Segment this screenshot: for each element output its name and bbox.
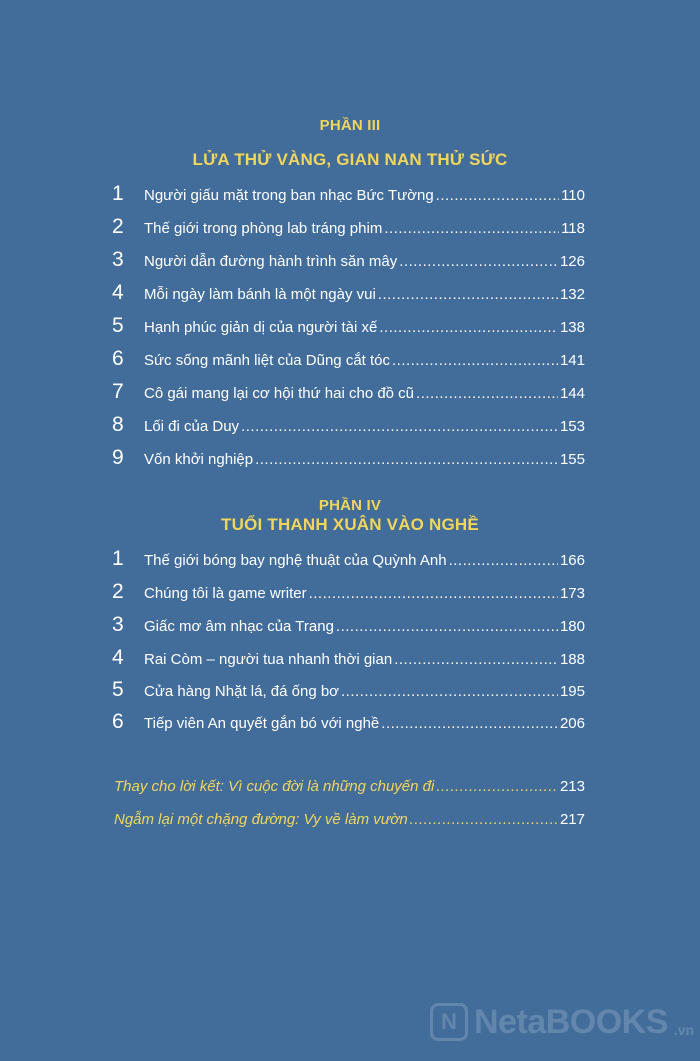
entry-page: 217 <box>559 811 585 828</box>
entry-page: 118 <box>561 220 585 237</box>
entry-number: 8 <box>112 413 124 436</box>
leader-dots <box>378 282 558 308</box>
entry-page: 166 <box>559 552 585 569</box>
entry-number: 6 <box>112 347 124 370</box>
entry-number: 5 <box>112 314 124 337</box>
entry-number: 4 <box>112 281 124 304</box>
leader-dots <box>336 614 558 640</box>
entry-title: Thế giới trong phòng lab tráng phim <box>144 220 383 237</box>
leader-dots <box>436 774 558 800</box>
entry-number: 7 <box>112 380 124 403</box>
entry-page: 110 <box>561 187 585 204</box>
toc-entry[interactable] <box>112 313 585 339</box>
entry-page: 153 <box>559 418 585 435</box>
entry-number: 3 <box>112 248 124 271</box>
entry-title: Vốn khởi nghiệp <box>144 451 254 468</box>
leader-dots <box>309 581 558 607</box>
entry-title: Cô gái mang lại cơ hội thứ hai cho đồ cũ <box>144 385 415 402</box>
entry-number: 9 <box>112 446 124 469</box>
entry-page: 144 <box>559 385 585 402</box>
part4-title: TUỔI THANH XUÂN VÀO NGHỀ <box>221 515 479 534</box>
toc-entry[interactable] <box>112 612 585 638</box>
entry-number: 6 <box>112 710 124 733</box>
toc-entry[interactable] <box>112 379 585 405</box>
entry-number: 5 <box>112 678 124 701</box>
entry-title: Giấc mơ âm nhạc của Trang <box>144 618 334 635</box>
entry-title: Thay cho lời kết: Vì cuộc đời là những chuyến đi <box>114 778 435 795</box>
netabooks-watermark <box>430 1000 694 1044</box>
watermark-suffix: .vn <box>673 1022 695 1038</box>
toc-entry[interactable] <box>112 247 585 273</box>
leader-dots <box>392 348 558 374</box>
entry-number: 1 <box>112 182 124 205</box>
toc-entry[interactable] <box>112 709 585 735</box>
part3-title: LỬA THỬ VÀNG, GIAN NAN THỬ SỨC <box>192 150 508 169</box>
entry-page: 195 <box>559 683 585 700</box>
entry-page: 126 <box>559 253 585 270</box>
entry-number: 2 <box>112 215 124 238</box>
entry-number: 4 <box>112 646 124 669</box>
leader-dots <box>255 447 558 473</box>
entry-number: 2 <box>112 580 124 603</box>
entry-title: Lối đi của Duy <box>144 418 240 435</box>
leader-dots <box>241 414 558 440</box>
leader-dots <box>449 548 558 574</box>
toc-entry[interactable] <box>112 214 585 240</box>
entry-page: 141 <box>559 352 585 369</box>
closing-entry[interactable] <box>114 774 585 800</box>
entry-page: 138 <box>559 319 585 336</box>
entry-title: Tiếp viên An quyết gắn bó với nghề <box>144 715 380 732</box>
entry-title: Rai Còm – người tua nhanh thời gian <box>144 651 393 668</box>
part4-label: PHẦN IV <box>318 497 382 514</box>
leader-dots <box>341 679 558 705</box>
toc-entry[interactable] <box>112 346 585 372</box>
entry-number: 3 <box>112 613 124 636</box>
entry-page: 180 <box>559 618 585 635</box>
entry-number: 1 <box>112 547 124 570</box>
toc-entry[interactable] <box>112 579 585 605</box>
entry-title: Người dẫn đường hành trình săn mây <box>144 253 398 270</box>
entry-title: Sức sống mãnh liệt của Dũng cắt tóc <box>144 352 391 369</box>
entry-title: Mỗi ngày làm bánh là một ngày vui <box>144 286 376 303</box>
entry-title: Thế giới bóng bay nghệ thuật của Quỳnh Anh <box>144 552 447 569</box>
entry-page: 213 <box>559 778 585 795</box>
toc-entry[interactable] <box>112 677 585 703</box>
part3-label: PHẦN III <box>319 117 381 134</box>
toc-entry[interactable] <box>112 412 585 438</box>
entry-title: Người giấu mặt trong ban nhạc Bức Tường <box>144 187 434 204</box>
entry-page: 206 <box>559 715 585 732</box>
closing-entry[interactable] <box>114 807 585 833</box>
entry-title: Cửa hàng Nhặt lá, đá ống bơ <box>144 683 340 700</box>
entry-title: Ngẫm lại một chặng đường: Vy về làm vườn <box>114 811 408 828</box>
leader-dots <box>384 216 559 242</box>
toc-entry[interactable] <box>112 445 585 471</box>
leader-dots <box>436 183 559 209</box>
entry-title: Hạnh phúc giản dị của người tài xế <box>144 319 378 336</box>
leader-dots <box>399 249 558 275</box>
leader-dots <box>410 807 558 833</box>
leader-dots <box>379 315 558 341</box>
entry-title: Chúng tôi là game writer <box>144 585 307 602</box>
leader-dots <box>416 381 558 407</box>
leader-dots <box>394 647 558 673</box>
leader-dots <box>381 711 558 737</box>
entry-page: 155 <box>559 451 585 468</box>
entry-page: 188 <box>559 651 585 668</box>
entry-page: 173 <box>559 585 585 602</box>
netabooks-logo-icon: N <box>430 1003 468 1041</box>
toc-entry[interactable] <box>112 645 585 671</box>
toc-entry[interactable] <box>112 280 585 306</box>
entry-page: 132 <box>559 286 585 303</box>
toc-entry[interactable] <box>112 546 585 572</box>
watermark-brand: NetaBOOKS <box>474 1002 668 1041</box>
toc-entry[interactable] <box>112 181 585 207</box>
